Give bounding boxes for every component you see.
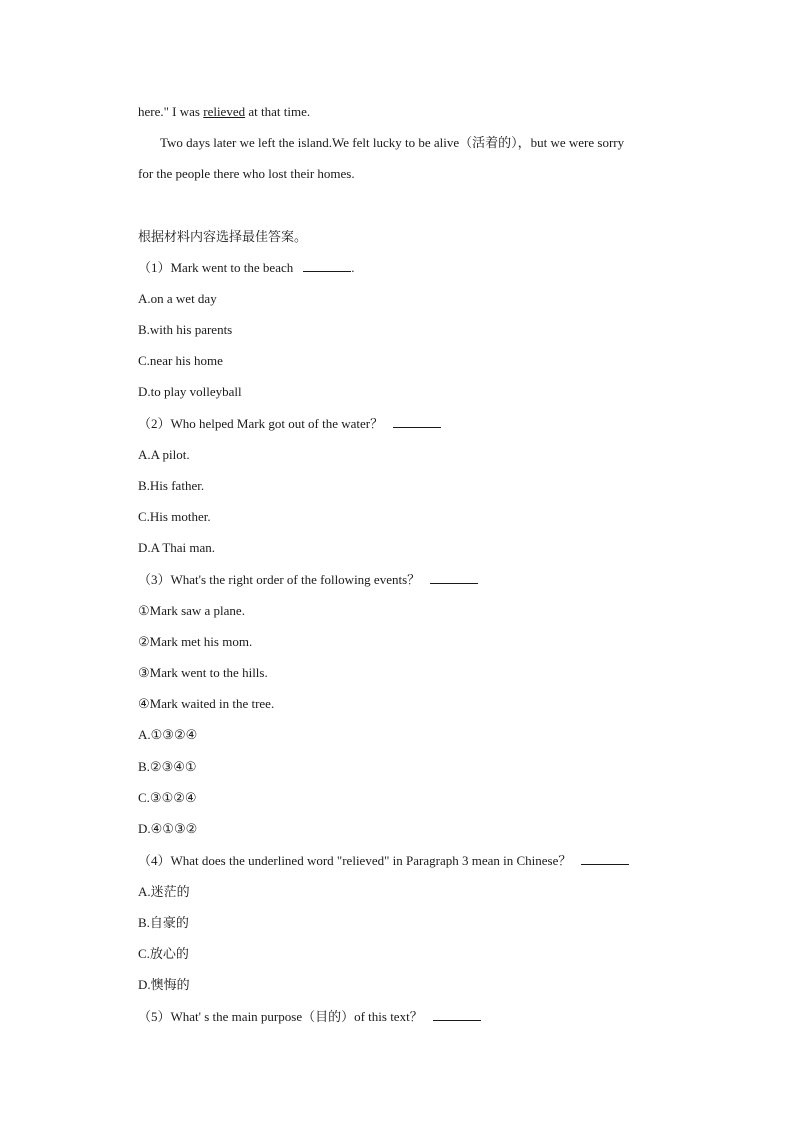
passage-line-3: for the people there who lost their homes.	[138, 166, 355, 181]
q2-option-b[interactable]: B.His father.	[138, 478, 205, 493]
answer-blank[interactable]	[430, 571, 478, 584]
q4-option-b[interactable]: B.自豪的	[138, 915, 189, 930]
q3-event-1: ①Mark saw a plane.	[138, 603, 245, 618]
q3-option-d[interactable]: D.④①③②	[138, 821, 198, 836]
q3-option-c[interactable]: C.③①②④	[138, 790, 197, 805]
q1-option-b[interactable]: B.with his parents	[138, 322, 233, 337]
q1-option-c[interactable]: C.near his home	[138, 353, 223, 368]
q3-event-3: ③Mark went to the hills.	[138, 665, 268, 680]
q2-option-d[interactable]: D.A Thai man.	[138, 540, 216, 555]
q3-option-a[interactable]: A.①③②④	[138, 727, 198, 742]
q3-event-4: ④Mark waited in the tree.	[138, 696, 275, 711]
question-5-stem: （5）What' s the main purpose（目的）of this text？	[138, 1008, 481, 1026]
q4-option-d[interactable]: D.懊悔的	[138, 977, 190, 992]
q2-option-a[interactable]: A.A pilot.	[138, 447, 190, 462]
question-2-stem: （2）Who helped Mark got out of the water？	[138, 415, 441, 433]
q4-option-c[interactable]: C.放心的	[138, 946, 189, 961]
question-1-stem: （1）Mark went to the beach .	[138, 260, 355, 275]
passage-text: at that time.	[245, 104, 311, 119]
instruction: 根据材料内容选择最佳答案。	[138, 230, 308, 245]
q1-option-d[interactable]: D.to play volleyball	[138, 384, 242, 399]
q2-option-c[interactable]: C.His mother.	[138, 509, 211, 524]
question-4-stem: （4）What does the underlined word "relieved" in Paragraph 3 mean in Chinese？	[138, 852, 629, 870]
answer-blank[interactable]	[393, 415, 441, 428]
passage-text: here." I was	[138, 104, 204, 119]
q4-option-a[interactable]: A.迷茫的	[138, 884, 190, 899]
question-3-stem: （3）What's the right order of the following events？	[138, 571, 478, 589]
answer-blank[interactable]	[433, 1008, 481, 1021]
q3-option-b[interactable]: B.②③④①	[138, 759, 197, 774]
passage-line-1	[138, 103, 310, 121]
passage-line-2: Two days later we left the island.We felt lucky to be alive（活着的），but we were sorry	[160, 135, 625, 150]
q3-event-2: ②Mark met his mom.	[138, 634, 253, 649]
q1-option-a[interactable]: A.on a wet day	[138, 291, 217, 306]
underlined-word-relieved: relieved	[203, 104, 246, 119]
answer-blank[interactable]	[581, 852, 629, 865]
answer-blank[interactable]	[303, 259, 351, 272]
